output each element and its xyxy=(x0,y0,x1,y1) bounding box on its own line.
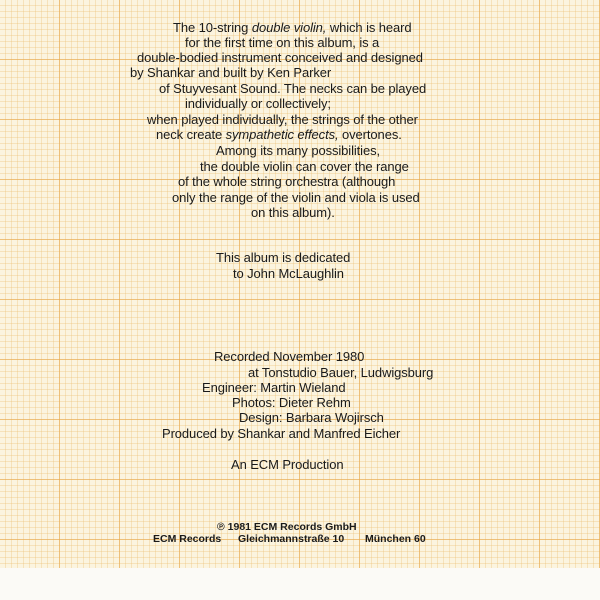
intro-text: neck create xyxy=(156,127,226,142)
intro-line-7: when played individually, the strings of the other xyxy=(147,112,418,127)
intro-text: which is heard xyxy=(326,20,412,35)
footer-label: ECM Records xyxy=(153,533,222,545)
credit-recorded: Recorded November 1980 xyxy=(214,349,365,364)
intro-line-2: for the first time on this album, is a xyxy=(185,35,380,50)
intro-line-12: only the range of the violin and viola is used xyxy=(172,190,420,205)
credit-engineer: Engineer: Martin Wieland xyxy=(202,380,346,395)
intro-line-11: of the whole string orchestra (although xyxy=(178,174,396,189)
intro-line-3: double-bodied instrument conceived and designed xyxy=(137,50,423,65)
credit-design: Design: Barbara Wojirsch xyxy=(239,410,384,425)
credit-photos: Photos: Dieter Rehm xyxy=(232,395,351,410)
intro-emphasis: double violin, xyxy=(251,20,327,35)
intro-line-8 xyxy=(156,128,402,142)
credit-producer: Produced by Shankar and Manfred Eicher xyxy=(162,426,401,441)
intro-line-9: Among its many possibilities, xyxy=(216,143,380,158)
intro-text: overtones. xyxy=(338,127,402,142)
page-bottom-margin xyxy=(0,568,600,600)
intro-line-10: the double violin can cover the range xyxy=(200,159,409,174)
intro-line-1 xyxy=(173,21,412,35)
intro-line-4: by Shankar and built by Ken Parker xyxy=(130,65,332,80)
dedication-line-2: to John McLaughlin xyxy=(233,266,344,281)
footer-street: Gleichmannstraße 10 xyxy=(238,533,345,545)
footer-copyright: ℗ 1981 ECM Records GmbH xyxy=(217,521,357,533)
intro-emphasis: sympathetic effects, xyxy=(225,127,339,142)
footer-city: München 60 xyxy=(365,533,426,545)
credit-studio: at Tonstudio Bauer, Ludwigsburg xyxy=(248,365,434,380)
credit-production: An ECM Production xyxy=(231,457,344,472)
intro-line-5: of Stuyvesant Sound. The necks can be played xyxy=(159,81,427,96)
intro-line-6: individually or collectively; xyxy=(185,96,331,111)
intro-text: The 10-string xyxy=(173,20,252,35)
intro-line-13: on this album). xyxy=(251,205,335,220)
dedication-line-1: This album is dedicated xyxy=(216,250,351,265)
